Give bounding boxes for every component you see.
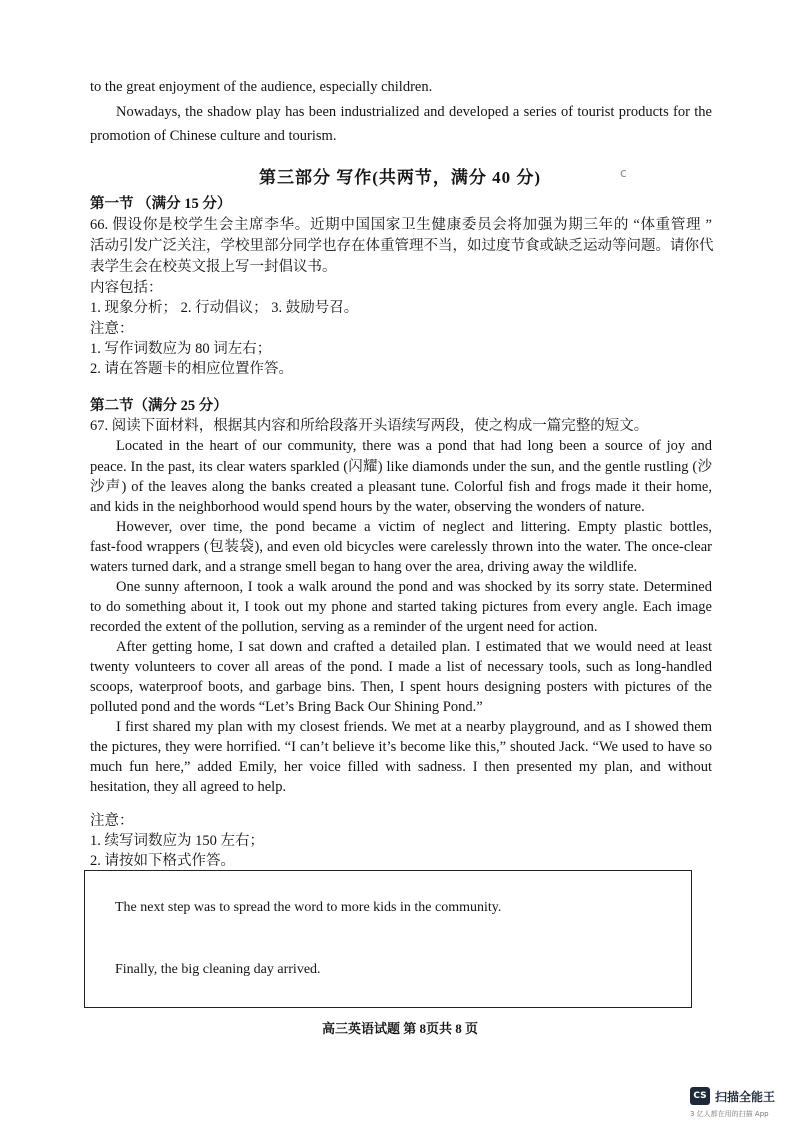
note-item: 1. 续写词数应为 150 左右； bbox=[90, 833, 264, 849]
q67-prompt: 67. 阅读下面材料，根据其内容和所给段落开头语续写两段，使之构成一篇完整的短文。 bbox=[90, 418, 649, 434]
watermark-tagline: 3 亿人都在用的扫描 App bbox=[690, 1110, 769, 1118]
passage-line: much fun here,” added Emily, her voice filled with sadness. I then presented my plan, and without bbox=[90, 759, 712, 775]
passage-line: to do something about it, I took out my phone and started taking pictures from every angle. Each image bbox=[90, 599, 712, 615]
passage-line: I first shared my plan with my closest friends. We met at a nearby playground, and as I showed them bbox=[116, 719, 712, 735]
passage-line: After getting home, I sat down and crafted a detailed plan. I estimated that we would need at least bbox=[116, 639, 712, 655]
passage-line: twenty volunteers to cover all areas of the pond. I made a list of necessary tools, such as long-handled bbox=[90, 659, 712, 675]
passage-line: the pictures, they were horrified. “I can’t believe it’s become like this,” shouted Jack. “We used to have so bbox=[90, 739, 712, 755]
section1-header: 第一节 （满分 15 分） bbox=[90, 196, 232, 212]
passage-line: fast-food wrappers (包装袋), and even old bicycles were carelessly thrown into the water. The once-clear bbox=[90, 539, 712, 555]
paragraph-opener-1: The next step was to spread the word to more kids in the community. bbox=[115, 900, 502, 915]
notes-label: 注意： bbox=[90, 813, 134, 829]
scanner-watermark bbox=[690, 1087, 794, 1123]
passage-line: and kids in the neighborhood would spend hours by the water, observing the wonders of nature. bbox=[90, 499, 645, 515]
q66-prompt: 活动引发广泛关注，学校里部分同学也存在体重管理不当，如过度节食或缺乏运动等问题。请你代 bbox=[90, 238, 714, 254]
passage-line: hesitation, they all agreed to help. bbox=[90, 779, 287, 795]
passage-line: waters turned dark, and a strange smell began to hang over the area, driving away the wildlife. bbox=[90, 559, 638, 575]
watermark-app-name: 扫描全能王 bbox=[715, 1090, 776, 1104]
passage-line: polluted pond and the words “Let’s Bring Back Our Shining Pond.” bbox=[90, 699, 483, 715]
section2-header: 第二节（满分 25 分） bbox=[90, 398, 228, 414]
paragraph-opener-2: Finally, the big cleaning day arrived. bbox=[115, 962, 321, 977]
passage-line: scoops, waterproof boots, and garbage bins. Then, I spent hours designing posters with pictures of the bbox=[90, 679, 712, 695]
note-item: 2. 请按如下格式作答。 bbox=[90, 853, 235, 869]
q66-prompt: 66. 假设你是校学生会主席李华。近期中国国家卫生健康委员会将加强为期三年的 “体重管理 ” bbox=[90, 217, 712, 233]
camscanner-logo-icon: CS bbox=[690, 1087, 710, 1105]
stray-mark: c bbox=[620, 166, 627, 180]
passage-line: One sunny afternoon, I took a walk around the pond and was shocked by its sorry state. Determined bbox=[116, 579, 712, 595]
passage-line: 沙声) of the leaves along the banks created a pleasant tune. Colorful fish and frogs made it their home, bbox=[90, 479, 712, 495]
continuation-line: to the great enjoyment of the audience, especially children. bbox=[90, 79, 433, 95]
q66-prompt: 表学生会在校英文报上写一封倡议书。 bbox=[90, 259, 337, 275]
part3-title: 第三部分 写作(共两节，满分 40 分) bbox=[258, 168, 542, 187]
continuation-paragraph: promotion of Chinese culture and tourism. bbox=[90, 128, 337, 144]
page-footer: 高三英语试题 第 8页共 8 页 bbox=[321, 1021, 478, 1036]
continuation-paragraph: Nowadays, the shadow play has been industrialized and developed a series of tourist products for the bbox=[116, 104, 712, 120]
content-items: 1. 现象分析； 2. 行动倡议； 3. 鼓励号召。 bbox=[90, 300, 359, 316]
passage-line: However, over time, the pond became a victim of neglect and littering. Empty plastic bottles, bbox=[116, 519, 712, 535]
passage-line: recorded the extent of the pollution, serving as a reminder of the urgent need for action. bbox=[90, 619, 598, 635]
notes-label: 注意： bbox=[90, 321, 134, 337]
passage-line: Located in the heart of our community, there was a pond that had long been a source of joy and bbox=[116, 438, 712, 454]
note-item: 1. 写作词数应为 80 词左右； bbox=[90, 341, 272, 357]
content-label: 内容包括： bbox=[90, 280, 163, 296]
answer-template-box bbox=[84, 870, 692, 1008]
passage-line: peace. In the past, its clear waters sparkled (闪耀) like diamonds under the sun, and the gentle rustling (沙 bbox=[90, 459, 712, 475]
note-item: 2. 请在答题卡的相应位置作答。 bbox=[90, 361, 293, 377]
